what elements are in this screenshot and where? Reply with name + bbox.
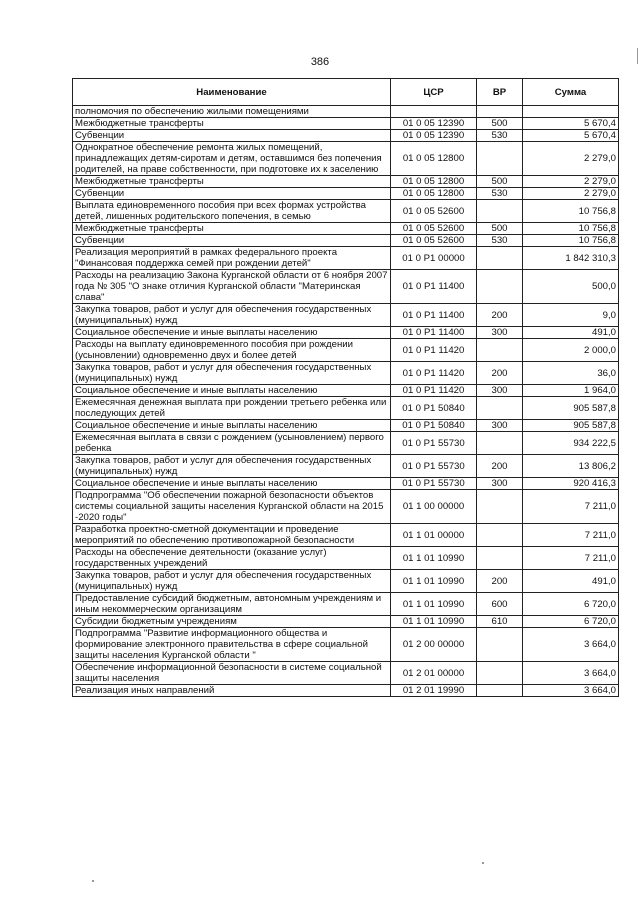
page-number: 386 [310,56,330,68]
cell-sum: 7 211,0 [523,547,619,570]
cell-vr [477,106,523,118]
cell-sum: 905 587,8 [523,397,619,420]
table-row [73,432,619,455]
cell-vr: 530 [477,235,523,247]
cell-vr: 200 [477,362,523,385]
cell-sum: 6 720,0 [523,616,619,628]
header-vr: ВР [477,79,523,106]
cell-csr: 01 1 00 00000 [391,490,477,524]
cell-name: Межбюджетные трансферты [73,118,391,130]
cell-sum: 10 756,8 [523,235,619,247]
cell-vr [477,547,523,570]
cell-name: Реализация мероприятий в рамках федерального проекта "Финансовая поддержка семей при рождении детей" [73,247,391,270]
header-sum: Сумма [523,79,619,106]
cell-name: Субсидии бюджетным учреждениям [73,616,391,628]
table-row [73,685,619,697]
cell-sum: 491,0 [523,327,619,339]
cell-csr: 01 0 P1 50840 [391,397,477,420]
cell-csr: 01 0 05 12390 [391,118,477,130]
cell-csr: 01 0 05 12390 [391,130,477,142]
cell-csr: 01 0 05 52600 [391,223,477,235]
cell-sum: 10 756,8 [523,223,619,235]
cell-csr: 01 1 01 10990 [391,616,477,628]
cell-sum: 10 756,8 [523,200,619,223]
cell-vr [477,432,523,455]
cell-vr: 610 [477,616,523,628]
cell-name: Предоставление субсидий бюджетным, автономным учреждениям и иным некоммерческим организациям [73,593,391,616]
cell-name: Расходы на обеспечение деятельности (оказание услуг) государственных учреждений [73,547,391,570]
cell-vr [477,524,523,547]
budget-table [72,78,619,697]
table-row [73,142,619,176]
cell-name: Субвенции [73,188,391,200]
cell-csr: 01 0 05 12800 [391,142,477,176]
cell-vr [477,247,523,270]
cell-vr: 530 [477,188,523,200]
cell-name: Подпрограмма "Развитие информационного общества и формирование электронного правительства в сфере социальной защиты населения Курганской области " [73,628,391,662]
cell-vr: 300 [477,385,523,397]
cell-csr: 01 1 01 10990 [391,593,477,616]
cell-sum: 9,0 [523,304,619,327]
cell-vr [477,270,523,304]
table-row [73,362,619,385]
table-row [73,385,619,397]
cell-csr: 01 2 00 00000 [391,628,477,662]
cell-vr: 200 [477,304,523,327]
cell-vr: 530 [477,130,523,142]
scan-speck [482,862,484,864]
table-row [73,270,619,304]
cell-name: Закупка товаров, работ и услуг для обеспечения государственных (муниципальных) нужд [73,455,391,478]
cell-csr: 01 0 P1 55730 [391,455,477,478]
cell-sum: 920 416,3 [523,478,619,490]
table-row [73,662,619,685]
cell-sum: 6 720,0 [523,593,619,616]
cell-csr [391,106,477,118]
cell-vr: 300 [477,327,523,339]
table-row [73,593,619,616]
cell-vr: 500 [477,223,523,235]
table-row [73,339,619,362]
table-row [73,118,619,130]
table-row [73,304,619,327]
table-row [73,397,619,420]
cell-sum: 491,0 [523,570,619,593]
cell-sum: 500,0 [523,270,619,304]
table-row [73,130,619,142]
cell-vr: 200 [477,455,523,478]
cell-csr: 01 1 01 10990 [391,570,477,593]
cell-name: Закупка товаров, работ и услуг для обеспечения государственных (муниципальных) нужд [73,304,391,327]
table-row [73,455,619,478]
scan-edge-mark [637,48,638,64]
cell-sum: 1 842 310,3 [523,247,619,270]
cell-vr [477,685,523,697]
cell-vr: 200 [477,570,523,593]
table-body [73,106,619,697]
cell-csr: 01 0 P1 50840 [391,420,477,432]
cell-vr: 300 [477,420,523,432]
scan-speck [92,880,94,882]
cell-name: Однократное обеспечение ремонта жилых помещений, принадлежащих детям-сиротам и детям, оставшимся без попечения родителей, на праве собственности, при подготовке их к заселению [73,142,391,176]
cell-sum: 2 279,0 [523,142,619,176]
cell-name: Выплата единовременного пособия при всех формах устройства детей, лишенных родительского попечения, в семью [73,200,391,223]
cell-csr: 01 0 P1 11400 [391,304,477,327]
cell-sum: 13 806,2 [523,455,619,478]
table-row [73,547,619,570]
table-row [73,176,619,188]
table-row [73,106,619,118]
table-row [73,200,619,223]
cell-name: полномочия по обеспечению жилыми помещениями [73,106,391,118]
cell-csr: 01 0 P1 11400 [391,327,477,339]
table-row [73,235,619,247]
table-row [73,188,619,200]
cell-name: Закупка товаров, работ и услуг для обеспечения государственных (муниципальных) нужд [73,570,391,593]
cell-csr: 01 0 P1 11420 [391,385,477,397]
cell-sum: 3 664,0 [523,685,619,697]
cell-csr: 01 0 P1 55730 [391,432,477,455]
cell-name: Социальное обеспечение и иные выплаты населению [73,385,391,397]
cell-name: Ежемесячная выплата в связи с рождением (усыновлением) первого ребенка [73,432,391,455]
header-name: Наименование [73,79,391,106]
cell-name: Ежемесячная денежная выплата при рождении третьего ребенка или последующих детей [73,397,391,420]
table-row [73,628,619,662]
cell-csr: 01 1 01 10990 [391,547,477,570]
table-row [73,616,619,628]
cell-sum: 1 964,0 [523,385,619,397]
cell-csr: 01 2 01 19990 [391,685,477,697]
cell-csr: 01 0 05 52600 [391,200,477,223]
cell-vr [477,200,523,223]
table-row [73,490,619,524]
cell-name: Обеспечение информационной безопасности в системе социальной защиты населения [73,662,391,685]
cell-vr: 300 [477,478,523,490]
cell-csr: 01 0 P1 11420 [391,339,477,362]
cell-csr: 01 0 P1 11420 [391,362,477,385]
cell-name: Реализация иных направлений [73,685,391,697]
table-row [73,478,619,490]
cell-sum: 3 664,0 [523,662,619,685]
cell-name: Расходы на реализацию Закона Курганской области от 6 ноября 2007 года № 305 "О знаке отличия Курганской области "Материнская слава" [73,270,391,304]
table-header-row [73,79,619,106]
cell-name: Социальное обеспечение и иные выплаты населению [73,327,391,339]
cell-vr [477,397,523,420]
cell-name: Субвенции [73,235,391,247]
cell-name: Закупка товаров, работ и услуг для обеспечения государственных (муниципальных) нужд [73,362,391,385]
cell-csr: 01 0 P1 55730 [391,478,477,490]
cell-vr: 500 [477,176,523,188]
cell-vr [477,142,523,176]
table-row [73,327,619,339]
cell-name: Межбюджетные трансферты [73,176,391,188]
cell-name: Субвенции [73,130,391,142]
cell-csr: 01 2 01 00000 [391,662,477,685]
cell-sum: 5 670,4 [523,118,619,130]
table-row [73,247,619,270]
cell-vr [477,339,523,362]
header-csr: ЦСР [391,79,477,106]
cell-sum: 2 000,0 [523,339,619,362]
cell-sum: 3 664,0 [523,628,619,662]
table-row [73,223,619,235]
cell-name: Подпрограмма "Об обеспечении пожарной безопасности объектов системы социальной защиты населения Курганской области на 2015 -2020 годы" [73,490,391,524]
cell-vr: 600 [477,593,523,616]
cell-sum [523,106,619,118]
cell-sum: 7 211,0 [523,524,619,547]
cell-name: Социальное обеспечение и иные выплаты населению [73,478,391,490]
cell-sum: 7 211,0 [523,490,619,524]
cell-sum: 5 670,4 [523,130,619,142]
cell-csr: 01 0 05 12800 [391,188,477,200]
cell-csr: 01 0 P1 11400 [391,270,477,304]
cell-vr: 500 [477,118,523,130]
cell-csr: 01 1 01 00000 [391,524,477,547]
cell-name: Социальное обеспечение и иные выплаты населению [73,420,391,432]
cell-csr: 01 0 05 12800 [391,176,477,188]
table-row [73,524,619,547]
cell-sum: 2 279,0 [523,188,619,200]
table-row [73,420,619,432]
cell-sum: 36,0 [523,362,619,385]
table-row [73,570,619,593]
cell-sum: 934 222,5 [523,432,619,455]
cell-csr: 01 0 P1 00000 [391,247,477,270]
cell-sum: 2 279,0 [523,176,619,188]
cell-sum: 905 587,8 [523,420,619,432]
cell-name: Межбюджетные трансферты [73,223,391,235]
cell-name: Разработка проектно-сметной документации и проведение мероприятий по обеспечению противопожарной безопасности [73,524,391,547]
cell-vr [477,628,523,662]
cell-name: Расходы на выплату единовременного пособия при рождении (усыновлении) одновременно двух и более детей [73,339,391,362]
cell-vr [477,490,523,524]
cell-csr: 01 0 05 52600 [391,235,477,247]
cell-vr [477,662,523,685]
